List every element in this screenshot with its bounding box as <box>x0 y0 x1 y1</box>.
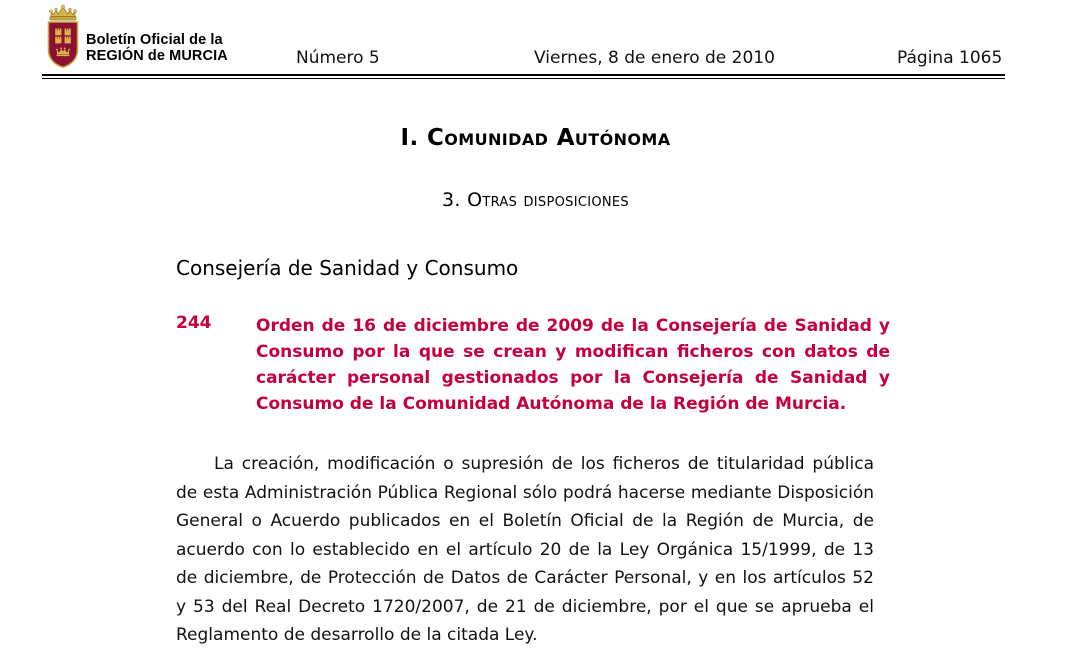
body-paragraph: La creación, modificación o supresión de los ficheros de titularidad pública de esta Administración Pública Regional sólo podrá hacerse mediante Disposición General o Acuerdo publicados en el Boletín Oficial de la Región de Murcia, de acuerdo con lo establecido en el artículo 20 de la Ley Orgánica 15/1999, de 13 de diciembre, de Protección de Datos de Carácter Personal, y en los artículos 52 y 53 del Real Decreto 1720/2007, de 21 de diciembre, por el que se aprueba el Reglamento de desarrollo de la citada Ley. <box>176 454 874 645</box>
masthead <box>0 0 1071 72</box>
page-number: Página 1065 <box>897 48 1003 68</box>
entry-block <box>176 313 890 417</box>
issue-number: Número 5 <box>296 48 380 68</box>
publication-date: Viernes, 8 de enero de 2010 <box>534 48 775 68</box>
section-subtitle: 3. Otras disposiciones <box>442 189 629 211</box>
entry-number: 244 <box>176 313 212 333</box>
section-title: I. Comunidad Autónoma <box>400 125 671 151</box>
publication-title-line2: REGIÓN de MURCIA <box>86 48 228 64</box>
divider-thin-line <box>42 78 1005 79</box>
department-heading: Consejería de Sanidad y Consumo <box>176 256 519 280</box>
header-divider <box>42 74 1005 79</box>
publication-title <box>86 32 228 64</box>
region-de-murcia-coat-of-arms-icon <box>42 4 84 68</box>
publication-title-line1: Boletín Oficial de la <box>86 32 223 48</box>
entry-title: Orden de 16 de diciembre de 2009 de la Consejería de Sanidad y Consumo por la que se crean y modifican ficheros con datos de carácter personal gestionados por la Consejería de Sanidad y Consumo de la Comunidad Autónoma de la Región de Murcia. <box>256 316 890 414</box>
